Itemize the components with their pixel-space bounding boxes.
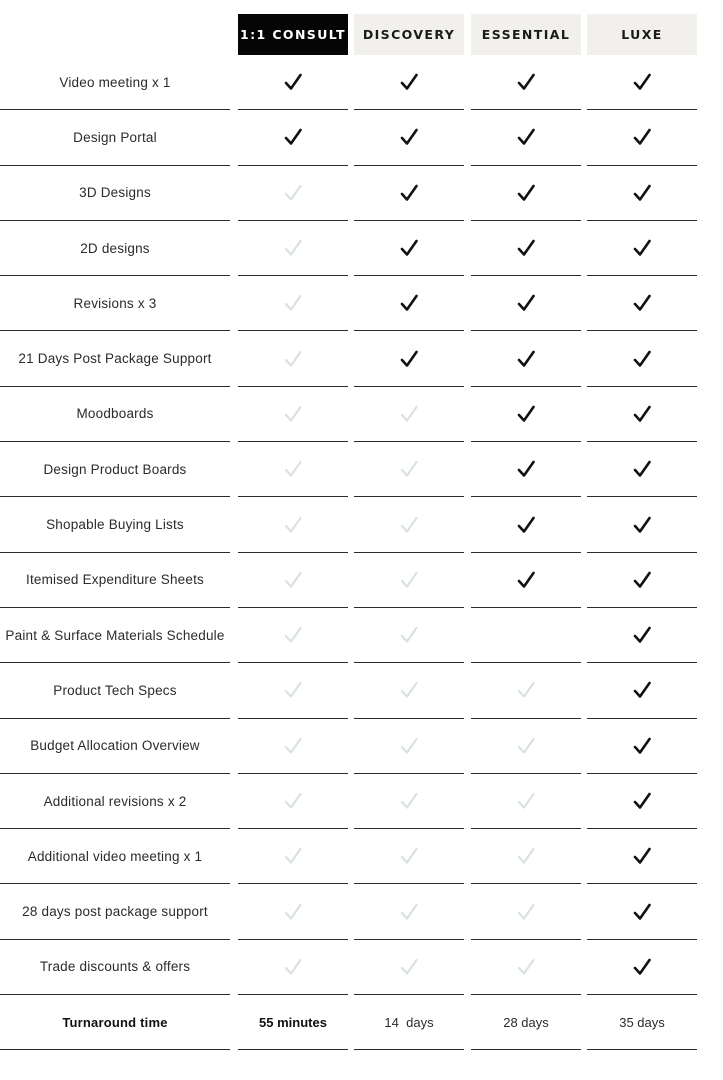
feature-row — [0, 110, 723, 165]
feature-label: Video meeting x 1 — [0, 55, 230, 110]
comparison-table — [0, 55, 723, 1050]
checkmark-icon — [516, 127, 536, 147]
plan-cell-luxe — [587, 884, 697, 939]
checkmark-icon — [516, 404, 536, 424]
plan-cell-luxe — [587, 497, 697, 552]
checkmark-faded-icon — [283, 736, 303, 756]
plan-cell-discovery — [354, 940, 464, 995]
feature-row — [0, 387, 723, 442]
checkmark-faded-icon — [283, 846, 303, 866]
checkmark-faded-icon — [399, 515, 419, 535]
plan-cell-essential — [471, 663, 581, 718]
plan-cell-discovery — [354, 221, 464, 276]
plan-cell-essential — [471, 829, 581, 884]
checkmark-icon — [632, 736, 652, 756]
plan-cell-luxe — [587, 331, 697, 386]
checkmark-faded-icon — [283, 293, 303, 313]
plan-cell-discovery — [354, 110, 464, 165]
plan-cell-essential — [471, 55, 581, 110]
plan-cell-discovery — [354, 553, 464, 608]
plan-cell-consult — [238, 166, 348, 221]
plan-cell-consult — [238, 221, 348, 276]
feature-row — [0, 553, 723, 608]
checkmark-icon — [632, 127, 652, 147]
checkmark-icon — [516, 72, 536, 92]
checkmark-faded-icon — [399, 846, 419, 866]
feature-label: 21 Days Post Package Support — [0, 331, 230, 386]
feature-label: Additional video meeting x 1 — [0, 829, 230, 884]
plan-cell-discovery — [354, 166, 464, 221]
checkmark-icon — [516, 459, 536, 479]
plan-cell-luxe — [587, 940, 697, 995]
plan-header-discovery[interactable]: DISCOVERY — [354, 14, 464, 55]
checkmark-icon — [399, 238, 419, 258]
checkmark-faded-icon — [283, 625, 303, 645]
checkmark-faded-icon — [283, 902, 303, 922]
checkmark-faded-icon — [283, 680, 303, 700]
turnaround-row — [0, 995, 723, 1050]
feature-row — [0, 884, 723, 939]
feature-label: 2D designs — [0, 221, 230, 276]
turnaround-value: 55 minutes — [259, 1014, 327, 1030]
plan-cell-discovery — [354, 276, 464, 331]
plan-cell-luxe — [587, 663, 697, 718]
checkmark-icon — [399, 349, 419, 369]
checkmark-icon — [283, 127, 303, 147]
plan-cell-consult — [238, 442, 348, 497]
plan-cell-luxe — [587, 387, 697, 442]
checkmark-icon — [516, 293, 536, 313]
plan-header-luxe[interactable]: LUXE — [587, 14, 697, 55]
checkmark-icon — [632, 293, 652, 313]
turnaround-cell-consult — [238, 995, 348, 1050]
feature-label: Trade discounts & offers — [0, 940, 230, 995]
plan-cell-consult — [238, 608, 348, 663]
checkmark-faded-icon — [283, 515, 303, 535]
checkmark-icon — [399, 293, 419, 313]
feature-row — [0, 774, 723, 829]
checkmark-icon — [399, 183, 419, 203]
feature-row — [0, 276, 723, 331]
feature-label: Shopable Buying Lists — [0, 497, 230, 552]
feature-row — [0, 608, 723, 663]
feature-row — [0, 221, 723, 276]
feature-row — [0, 719, 723, 774]
feature-label: Budget Allocation Overview — [0, 719, 230, 774]
checkmark-faded-icon — [283, 957, 303, 977]
feature-row — [0, 497, 723, 552]
plan-cell-discovery — [354, 663, 464, 718]
checkmark-faded-icon — [283, 404, 303, 424]
feature-label: 3D Designs — [0, 166, 230, 221]
plan-cell-consult — [238, 719, 348, 774]
feature-row — [0, 940, 723, 995]
plan-cell-luxe — [587, 774, 697, 829]
plan-cell-essential — [471, 331, 581, 386]
plan-cell-discovery — [354, 55, 464, 110]
checkmark-icon — [632, 459, 652, 479]
plan-header-row — [0, 14, 723, 55]
plan-cell-discovery — [354, 331, 464, 386]
plan-cell-essential — [471, 110, 581, 165]
feature-label: Product Tech Specs — [0, 663, 230, 718]
checkmark-faded-icon — [399, 957, 419, 977]
turnaround-cell-essential — [471, 995, 581, 1050]
plan-cell-luxe — [587, 166, 697, 221]
checkmark-faded-icon — [516, 902, 536, 922]
plan-cell-luxe — [587, 719, 697, 774]
checkmark-faded-icon — [399, 736, 419, 756]
checkmark-faded-icon — [399, 459, 419, 479]
plan-cell-essential — [471, 387, 581, 442]
plan-header-essential[interactable]: ESSENTIAL — [471, 14, 581, 55]
checkmark-faded-icon — [399, 680, 419, 700]
plan-header-consult[interactable]: 1:1 CONSULT — [238, 14, 348, 55]
plan-cell-luxe — [587, 276, 697, 331]
plan-cell-essential — [471, 221, 581, 276]
feature-label: Moodboards — [0, 387, 230, 442]
feature-row — [0, 829, 723, 884]
checkmark-icon — [632, 183, 652, 203]
turnaround-label: Turnaround time — [0, 995, 230, 1050]
plan-cell-essential — [471, 442, 581, 497]
checkmark-icon — [632, 791, 652, 811]
checkmark-icon — [399, 72, 419, 92]
plan-cell-luxe — [587, 442, 697, 497]
checkmark-faded-icon — [283, 791, 303, 811]
checkmark-icon — [632, 72, 652, 92]
plan-cell-essential — [471, 719, 581, 774]
checkmark-icon — [632, 625, 652, 645]
feature-label: Design Portal — [0, 110, 230, 165]
checkmark-faded-icon — [283, 459, 303, 479]
plan-cell-consult — [238, 829, 348, 884]
plan-cell-consult — [238, 663, 348, 718]
turnaround-cell-luxe — [587, 995, 697, 1050]
plan-cell-essential — [471, 497, 581, 552]
feature-label: Additional revisions x 2 — [0, 774, 230, 829]
plan-cell-discovery — [354, 497, 464, 552]
plan-cell-consult — [238, 55, 348, 110]
checkmark-faded-icon — [399, 404, 419, 424]
plan-cell-luxe — [587, 55, 697, 110]
checkmark-icon — [283, 72, 303, 92]
checkmark-icon — [632, 515, 652, 535]
checkmark-icon — [632, 902, 652, 922]
checkmark-icon — [632, 680, 652, 700]
feature-label: Revisions x 3 — [0, 276, 230, 331]
plan-cell-consult — [238, 553, 348, 608]
plan-cell-essential — [471, 774, 581, 829]
plan-cell-discovery — [354, 829, 464, 884]
checkmark-icon — [516, 515, 536, 535]
plan-cell-discovery — [354, 442, 464, 497]
plan-cell-discovery — [354, 608, 464, 663]
feature-row — [0, 663, 723, 718]
checkmark-icon — [632, 957, 652, 977]
plan-cell-essential — [471, 166, 581, 221]
feature-label: Paint & Surface Materials Schedule — [0, 608, 230, 663]
checkmark-icon — [399, 127, 419, 147]
plan-cell-consult — [238, 110, 348, 165]
plan-cell-consult — [238, 884, 348, 939]
checkmark-faded-icon — [399, 791, 419, 811]
feature-row — [0, 442, 723, 497]
plan-cell-consult — [238, 331, 348, 386]
plan-cell-discovery — [354, 774, 464, 829]
plan-cell-essential — [471, 608, 581, 663]
checkmark-faded-icon — [283, 349, 303, 369]
checkmark-icon — [632, 846, 652, 866]
checkmark-faded-icon — [399, 625, 419, 645]
plan-cell-discovery — [354, 719, 464, 774]
checkmark-faded-icon — [516, 736, 536, 756]
feature-row — [0, 55, 723, 110]
feature-row — [0, 166, 723, 221]
checkmark-faded-icon — [399, 902, 419, 922]
feature-label: 28 days post package support — [0, 884, 230, 939]
plan-cell-consult — [238, 276, 348, 331]
plan-cell-consult — [238, 387, 348, 442]
checkmark-icon — [516, 183, 536, 203]
plan-cell-essential — [471, 553, 581, 608]
plan-cell-luxe — [587, 829, 697, 884]
checkmark-icon — [632, 349, 652, 369]
checkmark-faded-icon — [516, 846, 536, 866]
plan-cell-essential — [471, 884, 581, 939]
turnaround-cell-discovery — [354, 995, 464, 1050]
plan-cell-luxe — [587, 608, 697, 663]
checkmark-faded-icon — [516, 791, 536, 811]
checkmark-faded-icon — [283, 183, 303, 203]
feature-label: Itemised Expenditure Sheets — [0, 553, 230, 608]
turnaround-value: 14 days — [384, 1014, 434, 1030]
plan-cell-consult — [238, 940, 348, 995]
plan-cell-luxe — [587, 221, 697, 276]
plan-cell-essential — [471, 276, 581, 331]
checkmark-icon — [632, 238, 652, 258]
checkmark-faded-icon — [516, 957, 536, 977]
feature-row — [0, 331, 723, 386]
feature-label: Design Product Boards — [0, 442, 230, 497]
checkmark-faded-icon — [283, 570, 303, 590]
checkmark-icon — [632, 570, 652, 590]
plan-cell-luxe — [587, 553, 697, 608]
plan-cell-discovery — [354, 884, 464, 939]
checkmark-icon — [516, 570, 536, 590]
plan-cell-discovery — [354, 387, 464, 442]
checkmark-icon — [516, 238, 536, 258]
plan-cell-consult — [238, 497, 348, 552]
turnaround-value: 35 days — [619, 1014, 665, 1030]
plan-cell-luxe — [587, 110, 697, 165]
checkmark-icon — [632, 404, 652, 424]
plan-cell-consult — [238, 774, 348, 829]
checkmark-faded-icon — [399, 570, 419, 590]
checkmark-icon — [516, 349, 536, 369]
turnaround-value: 28 days — [503, 1014, 549, 1030]
checkmark-faded-icon — [283, 238, 303, 258]
checkmark-faded-icon — [516, 680, 536, 700]
plan-cell-essential — [471, 940, 581, 995]
